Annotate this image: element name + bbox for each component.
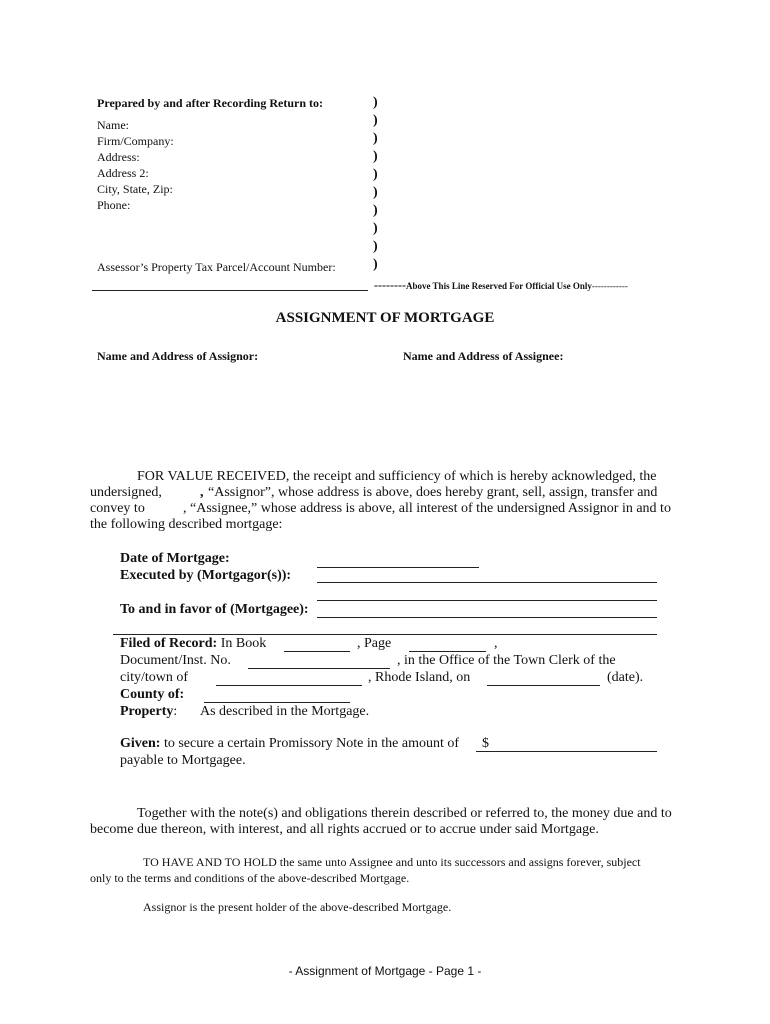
together-line-2: become due thereon, with interest, and all rights accrued or to accrue under said Mortgage. (90, 822, 599, 837)
bracket-paren: ) (373, 239, 378, 254)
given-text: to secure a certain Promissory Note in the amount of (163, 736, 460, 751)
together-line-1: Together with the note(s) and obligations therein described or referred to, the money due and to (137, 806, 672, 821)
mortgagee-line-2 (113, 634, 657, 635)
executed-by-label: Executed by (Mortgagor(s)): (120, 568, 292, 583)
property-row (120, 704, 177, 720)
consideration-line-2a: undersigned, (90, 485, 162, 500)
name-field-label: Name: (97, 118, 129, 132)
consideration-line-2b: , (200, 485, 204, 500)
assessor-label: Assessor’s Property Tax Parcel/Account Number: (97, 260, 336, 274)
habendum-line-1: TO HAVE AND TO HOLD the same unto Assignee and unto its successors and assigns forever, subject (143, 855, 641, 869)
executed-by-line (317, 582, 657, 583)
reserved-trail: ------------ (591, 281, 628, 291)
given-row (120, 736, 459, 752)
page-line (409, 651, 486, 652)
bracket-paren: ) (373, 149, 378, 164)
reserved-text: Above This Line Reserved For Official Use Only (405, 281, 592, 291)
bracket-paren: ) (373, 95, 378, 110)
date-line (487, 685, 600, 686)
address-field-label: Address: (97, 150, 140, 164)
amount-line (476, 751, 657, 752)
property-value: As described in the Mortgage. (200, 704, 370, 719)
county-label: County of: (120, 687, 185, 702)
date-of-mortgage-line (317, 567, 479, 568)
office-text: , in the Office of the Town Clerk of the (397, 653, 616, 668)
bracket-paren: ) (373, 203, 378, 218)
county-line (204, 702, 350, 703)
payable-text: payable to Mortgagee. (120, 753, 246, 768)
document-no-line (248, 668, 390, 669)
consideration-line-1: FOR VALUE RECEIVED, the receipt and sufficiency of which is hereby acknowledged, the (137, 469, 657, 484)
document-no-label: Document/Inst. No. (120, 653, 231, 668)
holder-statement: Assignor is the present holder of the above-described Mortgage. (143, 900, 452, 914)
mortgagee-line (317, 617, 657, 618)
dollar-sign: $ (482, 736, 489, 751)
consideration-line-4: the following described mortgage: (90, 517, 283, 532)
address2-field-label: Address 2: (97, 166, 149, 180)
mortgagee-label: To and in favor of (Mortgagee): (120, 602, 309, 617)
reserved-dashes: -------- (374, 278, 406, 292)
date-of-mortgage-label: Date of Mortgage: (120, 551, 230, 566)
document-title: ASSIGNMENT OF MORTGAGE (275, 310, 495, 326)
filed-of-record-row (120, 636, 266, 652)
reserved-line (374, 276, 628, 294)
page-comma: , (494, 636, 498, 651)
bracket-paren: ) (373, 185, 378, 200)
city-state-zip-field-label: City, State, Zip: (97, 182, 173, 196)
firm-field-label: Firm/Company: (97, 134, 174, 148)
property-colon: : (173, 704, 178, 719)
book-line (284, 651, 350, 652)
consideration-line-2c: “Assignor”, whose address is above, does hereby grant, sell, assign, transfer and (208, 485, 658, 500)
city-town-line (216, 685, 362, 686)
phone-field-label: Phone: (97, 198, 131, 212)
assessor-underline (92, 290, 368, 291)
given-label: Given: (120, 736, 161, 751)
habendum-line-2: only to the terms and conditions of the above-described Mortgage. (90, 871, 410, 885)
bracket-paren: ) (373, 221, 378, 236)
prepared-by-label: Prepared by and after Recording Return to: (97, 96, 323, 110)
assignor-label: Name and Address of Assignor: (97, 349, 259, 363)
bracket-paren: ) (373, 113, 378, 128)
property-label: Property (120, 704, 174, 719)
date-paren-label: (date). (607, 670, 644, 685)
bracket-paren: ) (373, 167, 378, 182)
consideration-line-3b: , “Assignee,” whose address is above, all interest of the undersigned Assignor in and to (183, 501, 671, 516)
bracket-paren: ) (373, 131, 378, 146)
rhode-island-text: , Rhode Island, on (368, 670, 471, 685)
in-book-label: In Book (220, 636, 267, 651)
page-label: , Page (357, 636, 392, 651)
filed-of-record-label: Filed of Record: (120, 636, 218, 651)
executed-by-line-2 (317, 600, 657, 601)
bracket-paren: ) (373, 257, 378, 272)
assignee-label: Name and Address of Assignee: (403, 349, 564, 363)
consideration-line-3a: convey to (90, 501, 145, 516)
city-town-label: city/town of (120, 670, 189, 685)
page-footer: - Assignment of Mortgage - Page 1 - (288, 964, 482, 978)
